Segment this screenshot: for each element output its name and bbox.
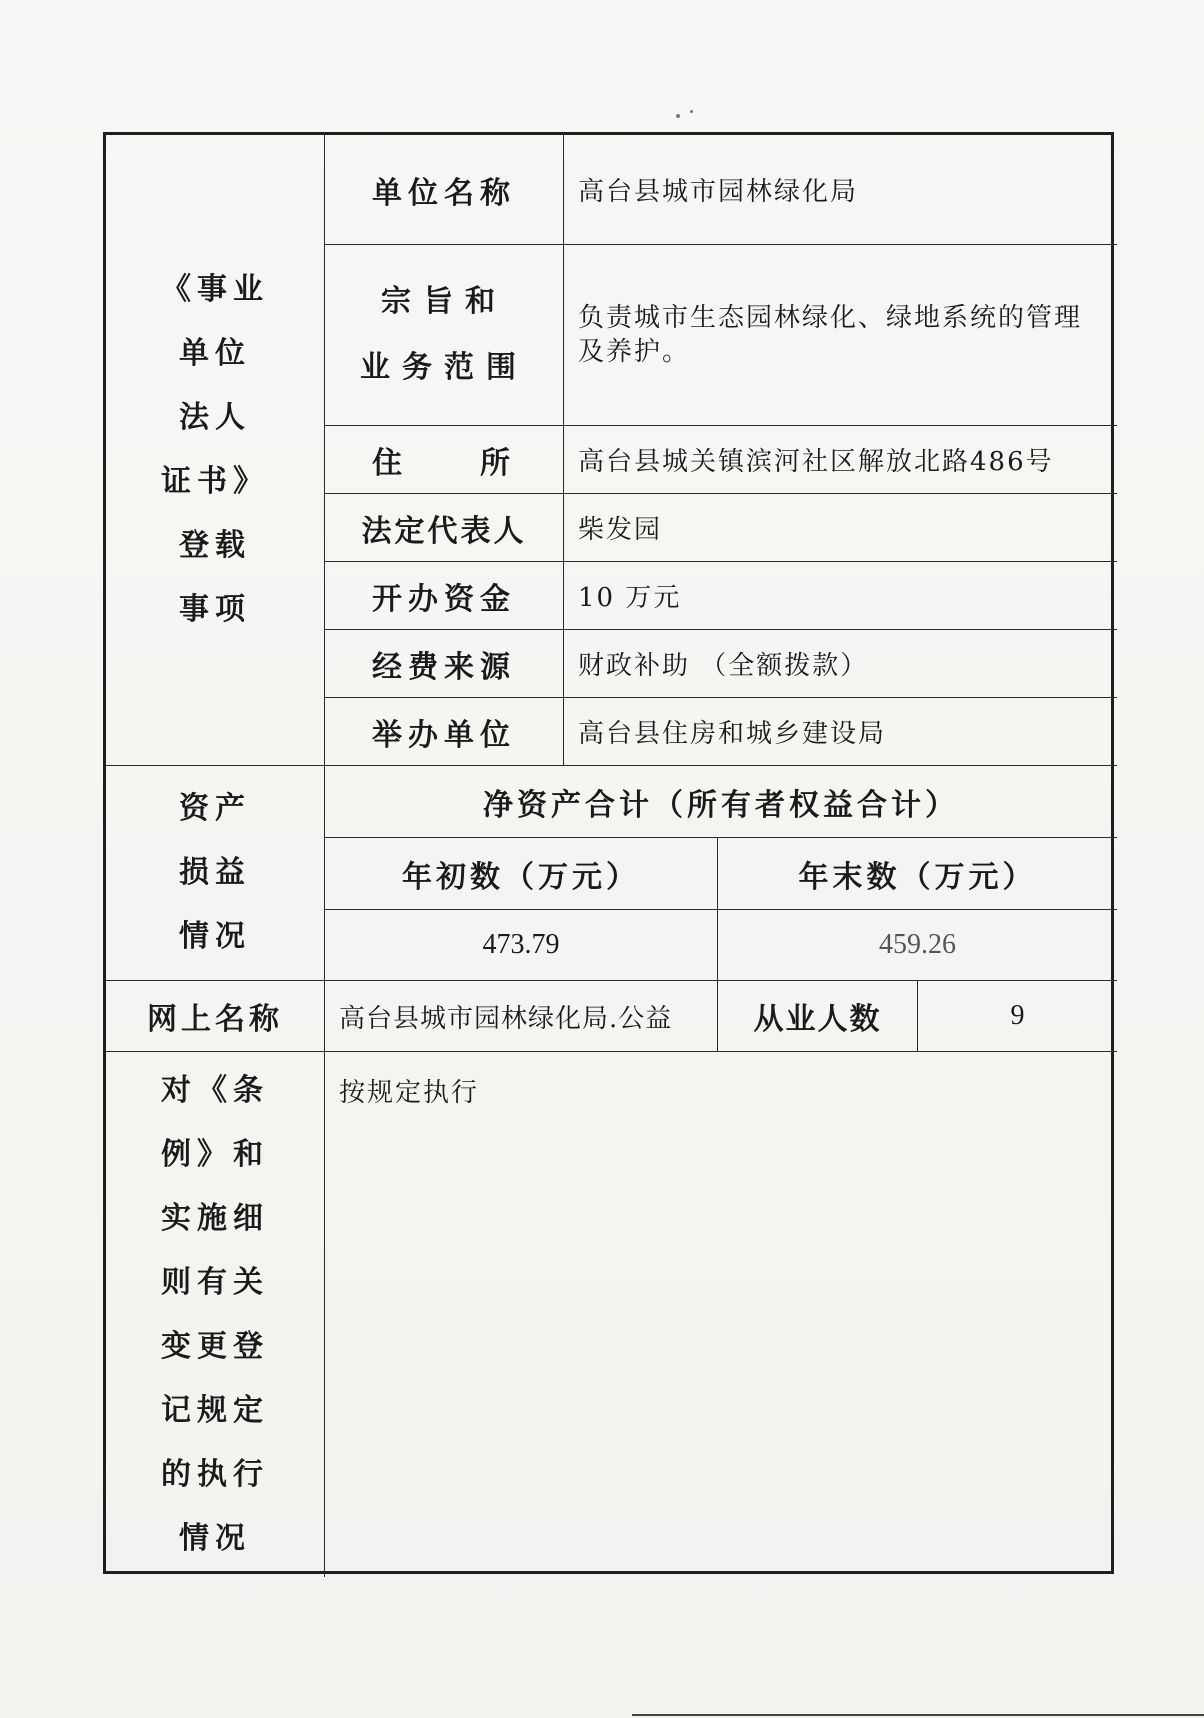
- end-year-value: 459.26: [718, 910, 1117, 981]
- start-capital-value: 10 万元: [564, 562, 1117, 630]
- address-value: 高台县城关镇滨河社区解放北路486号: [564, 426, 1117, 494]
- label-line: 则有关: [161, 1264, 269, 1300]
- label-line: 情况: [179, 1520, 251, 1556]
- label-line: 记规定: [161, 1392, 269, 1428]
- label-line: 资产: [179, 791, 251, 826]
- label-line: 对《条: [161, 1072, 269, 1108]
- label-line: 情况: [179, 919, 251, 954]
- label-line: 的执行: [161, 1456, 269, 1492]
- compliance-label: [106, 1052, 325, 1577]
- net-assets-header: 净资产合计（所有者权益合计）: [325, 766, 1117, 838]
- address-label: 住 所: [325, 426, 564, 494]
- legal-representative-label: 法定代表人: [325, 494, 564, 562]
- assets-label: [106, 766, 325, 981]
- label-line: 法人: [179, 400, 251, 435]
- label-line: 变更登: [161, 1328, 269, 1364]
- legal-representative-value: 柴发园: [564, 494, 1117, 562]
- start-capital-label: 开办资金: [325, 562, 564, 630]
- end-year-label: 年末数（万元）: [718, 838, 1117, 910]
- scan-speck: [676, 114, 680, 118]
- scan-edge-line: [632, 1714, 1204, 1716]
- begin-year-value: 473.79: [325, 910, 718, 981]
- label-line: 《事业: [161, 272, 269, 307]
- label-line: 事项: [179, 592, 251, 627]
- label-line: 宗旨和: [381, 284, 507, 319]
- staff-count-value: 9: [918, 981, 1117, 1052]
- begin-year-label: 年初数（万元）: [325, 838, 718, 910]
- unit-name-value: 高台县城市园林绿化局: [564, 135, 1117, 245]
- purpose-scope-label: [325, 245, 564, 426]
- registration-table: [103, 132, 1114, 1574]
- staff-count-label: 从业人数: [718, 981, 918, 1052]
- label-line: 实施细: [161, 1200, 269, 1236]
- scan-speck: [690, 110, 693, 113]
- sponsor-unit-value: 高台县住房和城乡建设局: [564, 698, 1117, 766]
- funding-source-label: 经费来源: [325, 630, 564, 698]
- funding-source-value: 财政补助 （全额拨款）: [564, 630, 1117, 698]
- online-name-label: 网上名称: [106, 981, 325, 1052]
- label-line: 业务范围: [360, 350, 528, 385]
- online-name-value: 高台县城市园林绿化局.公益: [325, 981, 718, 1052]
- label-line: 损益: [179, 855, 251, 890]
- label-line: 单位: [179, 336, 251, 371]
- label-line: 登载: [179, 528, 251, 563]
- label-line: 例》和: [161, 1136, 269, 1172]
- unit-name-label: 单位名称: [325, 135, 564, 245]
- purpose-scope-value: 负责城市生态园林绿化、绿地系统的管理及养护。: [564, 245, 1117, 426]
- sponsor-unit-label: 举办单位: [325, 698, 564, 766]
- compliance-value: 按规定执行: [339, 1078, 480, 1108]
- label-line: 证书》: [161, 464, 269, 499]
- registered-items-label: [106, 135, 325, 766]
